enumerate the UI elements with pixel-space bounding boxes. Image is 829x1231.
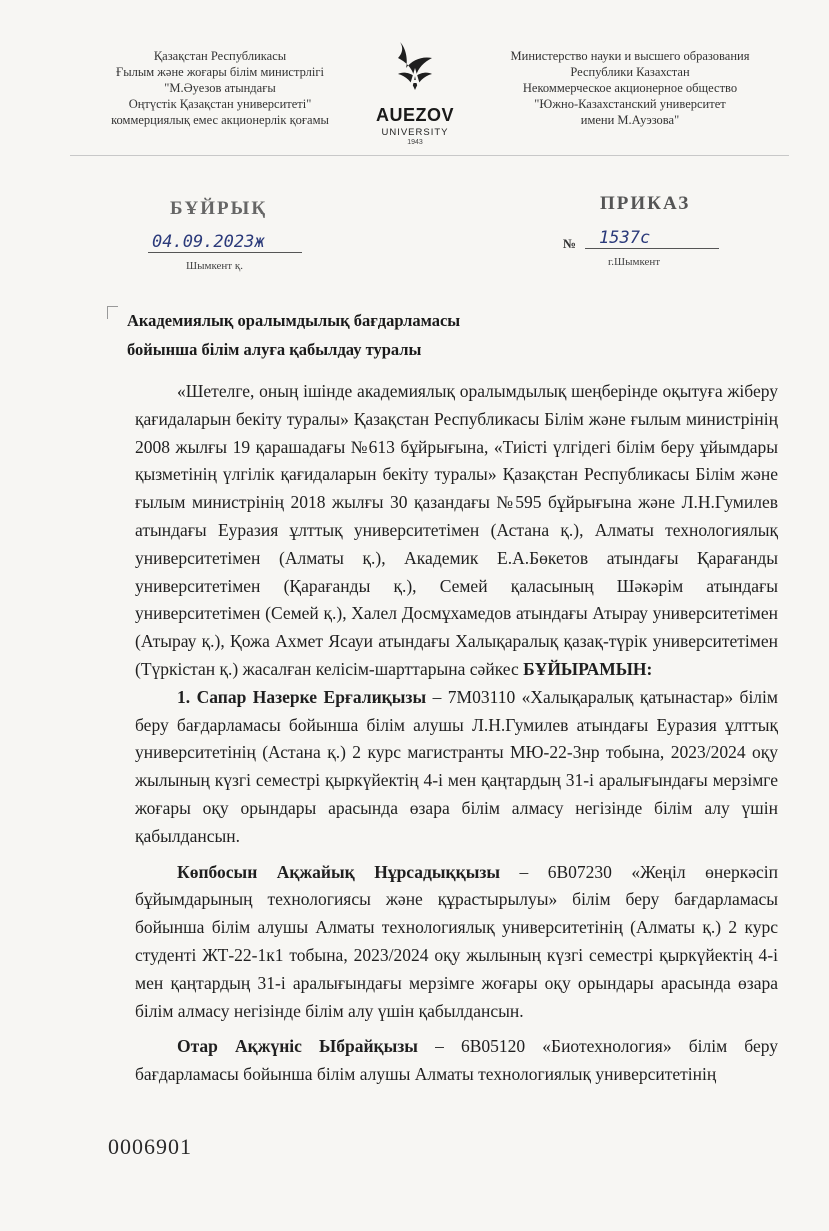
document-serial-number: 0006901: [108, 1134, 192, 1159]
header-kz-line: Ғылым және жоғары білім министрлігі: [116, 65, 324, 79]
city-ru: г.Шымкент: [608, 256, 661, 268]
phoenix-emblem-icon: [392, 38, 438, 98]
header-ru-block: [470, 48, 790, 128]
header-ru-line: Министерство науки и высшего образования: [510, 49, 750, 63]
header-ru-line: имени М.Ауэзова": [580, 113, 680, 127]
order-number: 1537с: [585, 228, 719, 249]
header-ru-line: Некоммерческое акционерное общество: [522, 81, 738, 95]
header-kz-block: [60, 48, 380, 128]
item-1-text: – 7M03110 «Халықаралық қатынастар» білім беру бағдарламасы бойынша білім алушы Л.Н.Гумилев атындағы Еуразия ұлттық университетінің (Астана қ.) 2 курс магистранты МЮ-22-3нр тобына, 2023/2024 оқу жылының күзгі семестрі қыркүйектің 4-і мен қаңтардың 31-і аралығындағы мерзімге жоғары оқу орындары арасында өзара білім алмасу негізінде білім алу үшін қабылдансын.: [135, 686, 778, 846]
order-date: 04.09.2023ж: [148, 232, 302, 253]
decree-word: БҰЙЫРАМЫН:: [523, 658, 653, 679]
item-2-name: Көпбосын Ақжайық Нұрсадыққызы: [177, 861, 501, 882]
header-ru-line: Республики Казахстан: [570, 65, 690, 79]
header-kz-line: Қазақстан Республикасы: [153, 49, 287, 63]
header-kz-line: коммерциялық емес акционерлік қоғамы: [111, 113, 329, 127]
header-kz-line: Оңтүстік Қазақстан университеті": [128, 97, 312, 111]
preamble-text: «Шетелге, оның ішінде академиялық оралымдылық шеңберінде оқытуға жіберу қағидаларын бекіту туралы» Қазақстан Республикасы Білім және ғылым министрінің 2008 жылғы 19 қарашадағы №613 бұйрығына, «Тиісті үлгідегі білім беру ұйымдары қызметінің үлгілік қағидаларын бекіту туралы» Қазақстан Республикасы Білім және ғылым министрінің 2018 жылғы 30 қазандағы №595 бұйрығына және Л.Н.Гумилев атындағы Еуразия ұлттық университетімен (Астана қ.), Алматы технологиялық университетімен (Алматы қ.), Академик Е.А.Бөкетов атындағы Қарағанды университетімен (Қарағанды қ.), Семей қаласының Шәкәрім атындағы университетімен (Семей қ.), Халел Досмұхамедов атындағы Атырау университетімен (Атырау қ.), Қожа Ахмет Ясауи атындағы Халықаралық қазақ-түрік университетімен (Түркістан қ.) жасалған келісім-шарттарына сәйкес: [135, 381, 778, 679]
city-kz: Шымкент қ.: [186, 260, 243, 272]
header-ru-line: "Южно-Казахстанский университет: [534, 97, 726, 111]
document-title: [127, 306, 547, 364]
item-1-name: 1. Сапар Назерке Ерғалиқызы: [177, 686, 427, 707]
logo-subtitle: UNIVERSITY: [381, 127, 449, 138]
logo-year: 1943: [407, 139, 423, 146]
item-3-paragraph: [135, 1033, 778, 1089]
title-line-2: бойынша білім алуға қабылдау туралы: [127, 340, 422, 359]
item-2-text: – 6B07230 «Жеңіл өнеркәсіп бұйымдарының технологиясы және құрастырылуы» білім беру бағдарламасы бойынша білім алушы Алматы технологиялық университетінің (Алматы қ.) 2 курс студенті ЖТ-22-1к1 тобына, 2023/2024 оқу жылының күзгі семестрі қыркүйектің 4-і мен қаңтардың 31-і аралығындағы мерзімге жоғары оқу орындары арасында өзара білім алмасу негізінде білім алу үшін қабылдансын.: [135, 861, 778, 1021]
preamble-paragraph: [135, 378, 778, 684]
order-label-ru: ПРИКАЗ: [600, 193, 691, 214]
header-divider: [70, 155, 789, 156]
order-label-kz: БҰЙРЫҚ: [170, 198, 268, 219]
item-3-name: Отар Ақжүніс Ыбрайқызы: [177, 1036, 418, 1057]
title-line-1: Академиялық оралымдылық бағдарламасы: [127, 311, 461, 330]
item-1-paragraph: [135, 684, 778, 851]
item-3-text: – 6B05120 «Биотехнология» білім беру бағдарламасы бойынша білім алушы Алматы технологиялық университетінің: [135, 1036, 778, 1085]
item-2-paragraph: [135, 859, 778, 1026]
title-corner-mark: [107, 306, 118, 319]
header-kz-line: "М.Әуезов атындағы: [164, 81, 276, 95]
document-body: [135, 378, 778, 1089]
logo-brand: AUEZOV: [375, 105, 454, 125]
order-number-label: №: [563, 236, 577, 251]
university-logo: [360, 38, 470, 146]
